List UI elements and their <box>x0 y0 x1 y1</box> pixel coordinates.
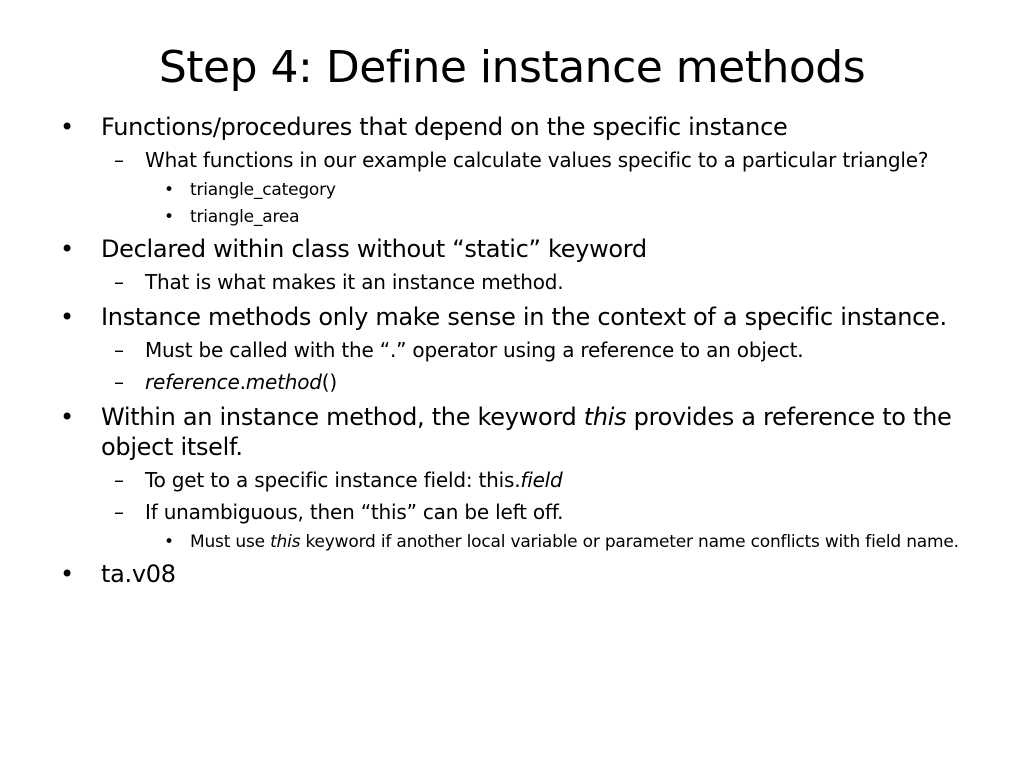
bullet-ta-v08 <box>58 559 978 589</box>
sub-bullet-text: What functions in our example calculate values specific to a particular triangle? <box>145 148 929 172</box>
sub-bullet-instance-method <box>58 269 978 296</box>
slide-title: Step 4: Define instance methods <box>158 42 866 93</box>
reference-term: reference <box>145 370 240 394</box>
bullet-text-part: Within an instance method, the keyword <box>101 403 584 431</box>
bullet-marker: • <box>164 207 174 227</box>
bullet-instance-methods-context <box>58 302 978 332</box>
bullet-text-part: provides a reference to the object itself. <box>101 403 952 461</box>
sub-sub-bullet-text: keyword if another local variable or parameter name conflicts with field name. <box>300 532 959 552</box>
sub-bullet-dot-operator <box>58 337 978 364</box>
bullet-text: Instance methods only make sense in the context of a specific instance. <box>101 303 947 331</box>
bullet-keyword-this <box>58 402 978 462</box>
bullet-marker: • <box>60 113 74 141</box>
parens-text: () <box>321 370 338 394</box>
dash-marker: – <box>114 468 124 492</box>
sub-sub-bullet-text: Must use <box>190 532 271 552</box>
bullet-marker: • <box>164 532 174 552</box>
sub-sub-bullet-triangle-area <box>58 206 978 228</box>
sub-bullet-instance-field <box>58 467 978 494</box>
bullet-marker: • <box>60 235 74 263</box>
sub-bullet-reference-method <box>58 369 978 396</box>
sub-bullet-text: That is what makes it an instance method. <box>145 270 564 294</box>
sub-bullet-unambiguous <box>58 499 978 526</box>
dash-marker: – <box>114 148 124 172</box>
sub-bullet-text: If unambiguous, then “this” can be left off. <box>145 500 564 524</box>
sub-sub-bullet-triangle-category <box>58 179 978 201</box>
bullet-marker: • <box>60 560 74 588</box>
slide-body <box>58 112 978 589</box>
bullet-declared-within-class <box>58 234 978 264</box>
bullet-marker: • <box>60 303 74 331</box>
bullet-marker: • <box>164 180 174 200</box>
bullet-functions-procedures <box>58 112 978 142</box>
sub-bullet-what-functions <box>58 147 978 174</box>
sub-sub-bullet-text: triangle_category <box>190 180 336 200</box>
dash-marker: – <box>114 370 124 394</box>
bullet-text: Functions/procedures that depend on the specific instance <box>101 113 788 141</box>
dash-marker: – <box>114 500 124 524</box>
bullet-marker: • <box>60 403 74 431</box>
this-keyword: this <box>583 403 627 431</box>
method-term: method <box>245 370 322 394</box>
bullet-text: ta.v08 <box>101 560 176 588</box>
bullet-text: Declared within class without “static” keyword <box>101 235 647 263</box>
dash-marker: – <box>114 338 124 362</box>
sub-bullet-text: Must be called with the “.” operator using a reference to an object. <box>145 338 804 362</box>
sub-sub-bullet-text: triangle_area <box>190 207 300 227</box>
dash-marker: – <box>114 270 124 294</box>
this-keyword: this <box>270 532 301 552</box>
sub-sub-bullet-must-use-this <box>58 531 978 553</box>
dot-text: . <box>239 370 246 394</box>
field-term: field <box>520 468 563 492</box>
sub-bullet-text: To get to a specific instance field: this. <box>145 468 521 492</box>
